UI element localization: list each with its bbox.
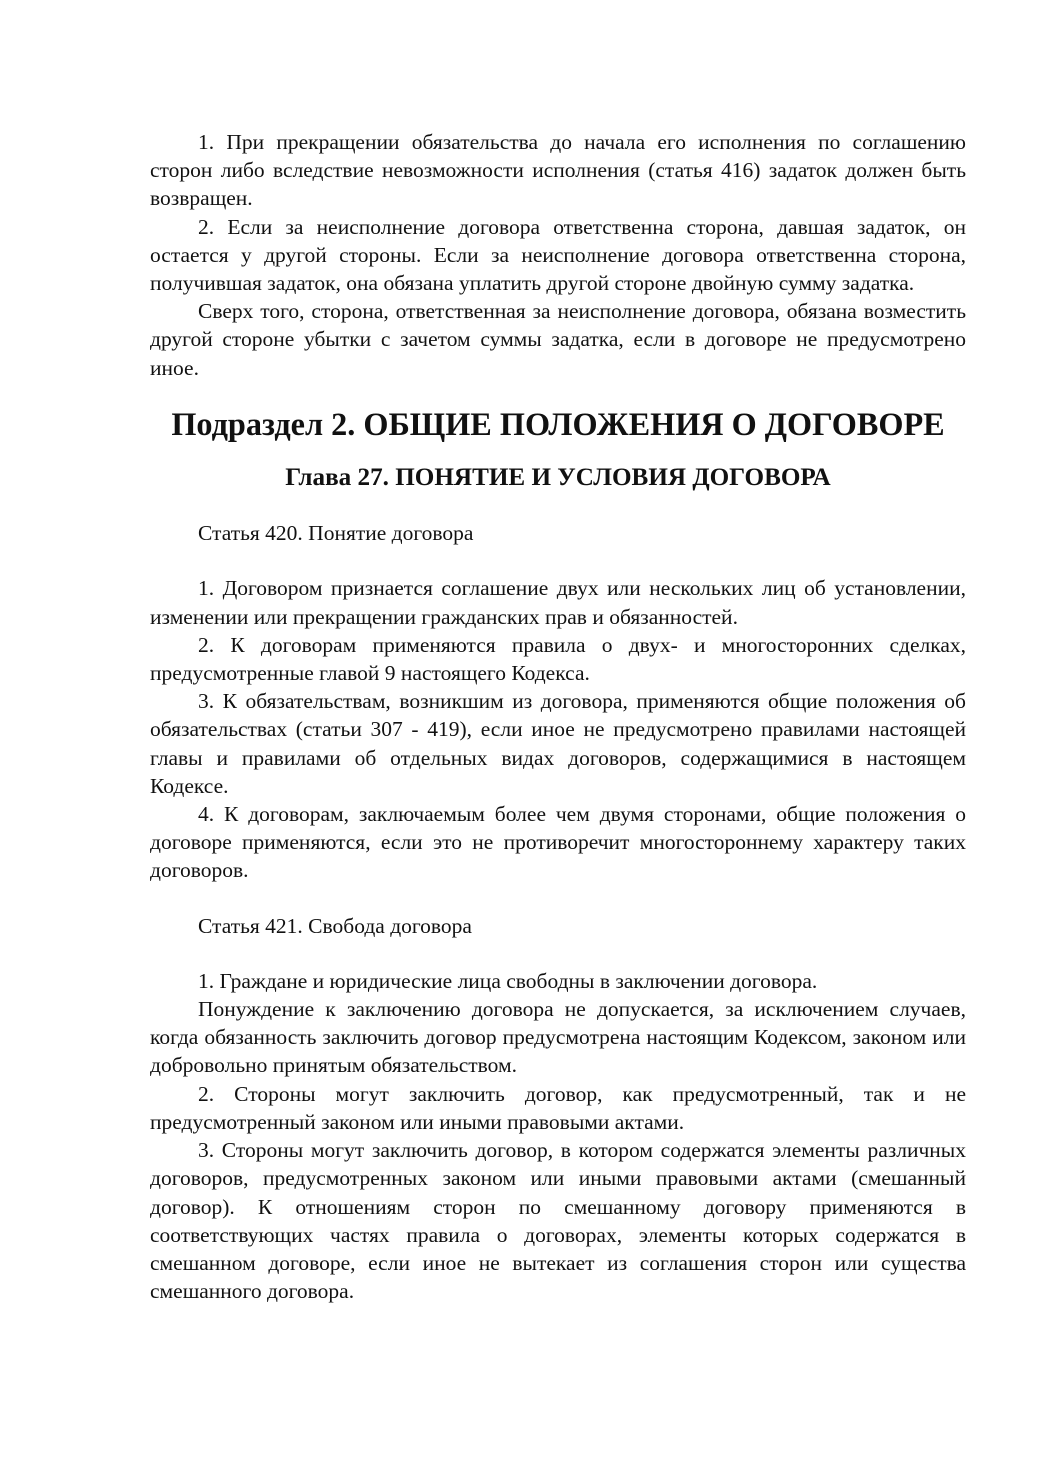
article-420-paragraph-1: 1. Договором признается соглашение двух или нескольких лиц об установлении, изменении или прекращении гражданских прав и обязанностей. — [150, 576, 966, 629]
intro-section — [150, 128, 966, 382]
spacer — [150, 492, 966, 519]
article-421-paragraph-3: 2. Стороны могут заключить договор, как предусмотренный, так и не предусмотренный законом или иными правовыми актами. — [150, 1081, 966, 1134]
spacer — [150, 940, 966, 967]
intro-paragraph-2: 2. Если за неисполнение договора ответственна сторона, давшая задаток, он остается у другой стороны. Если за неисполнение договора ответственна сторона, получившая задаток, она обязана уплатить другой стороне двойную сумму задатка. — [150, 214, 966, 296]
article-420-paragraph-2: 2. К договорам применяются правила о двух- и многосторонних сделках, предусмотренные главой 9 настоящего Кодекса. — [150, 632, 966, 686]
article-title: Статья 421. Свобода договора — [198, 913, 472, 938]
article-420 — [150, 519, 966, 884]
article-421-paragraph-2: Понуждение к заключению договора не допускается, за исключением случаев, когда обязанность заключить договор предусмотрена настоящим Кодексом, законом или добровольно принятым обязательством. — [150, 997, 966, 1078]
article-421 — [150, 912, 966, 1306]
intro-paragraph-3: Сверх того, сторона, ответственная за неисполнение договора, обязана возместить другой стороне убытки с зачетом суммы задатка, если в договоре не предусмотрено иное. — [150, 299, 966, 380]
subsection-title: Подраздел 2. ОБЩИЕ ПОЛОЖЕНИЯ О ДОГОВОРЕ — [171, 405, 945, 442]
article-420-paragraph-3: 3. К обязательствам, возникшим из договора, применяются общие положения об обязательствах (статьи 307 - 419), если иное не предусмотрено правилами настоящей главы и правилами об отдельных видах договоров, содержащимися в настоящем Кодексе. — [150, 689, 966, 798]
document-page — [150, 128, 966, 1305]
spacer — [150, 438, 966, 464]
intro-paragraph-1: 1. При прекращении обязательства до начала его исполнения по соглашению сторон либо вследствие невозможности исполнения (статья 416) задаток должен быть возвращен. — [150, 130, 966, 211]
chapter-title: Глава 27. ПОНЯТИЕ И УСЛОВИЯ ДОГОВОРА — [285, 464, 831, 492]
article-title: Статья 420. Понятие договора — [198, 521, 474, 546]
spacer — [150, 885, 966, 912]
article-421-paragraph-1: 1. Граждане и юридические лица свободны в заключении договора. — [198, 968, 818, 993]
article-420-paragraph-4: 4. К договорам, заключаемым более чем двумя сторонами, общие положения о договоре применяются, если это не противоречит многостороннему характеру таких договоров. — [150, 802, 966, 883]
spacer — [150, 547, 966, 574]
article-421-paragraph-4: 3. Стороны могут заключить договор, в котором содержатся элементы различных договоров, предусмотренных законом или иными правовыми актами (смешанный договор). К отношениям сторон по смешанному договору применяются в соответствующих частях правила о договорах, элементы которых содержатся в смешанном договоре, если иное не вытекает из соглашения сторон или существа смешанного договора. — [150, 1138, 966, 1304]
